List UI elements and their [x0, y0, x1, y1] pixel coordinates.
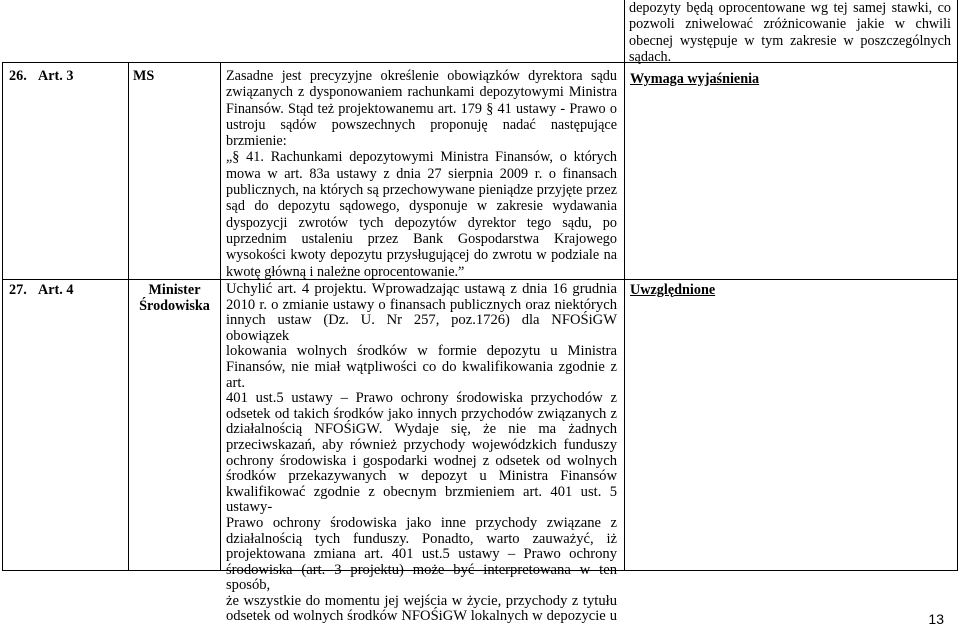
text-line: mowa w art. 83a ustawy z dnia 27 sierpnia 2009 r. o finansach — [226, 165, 617, 182]
text-line: dyspozycji zwrotów tych depozytów dyrektor tego sądu, po — [226, 214, 617, 231]
text-line: Zasadne jest precyzyjne określenie obowiązków dyrektora sądu — [226, 68, 617, 84]
text-line: publicznych, na których są przechowywane pieniądze przyjęte przez — [226, 182, 617, 199]
text-line: odsetek od takich środków jako innych przychodów związanych z — [226, 405, 617, 422]
text-line: że wszystkie do momentu jej wejścia w życie, przychody z tytułu — [226, 592, 617, 609]
row-26-author: MS — [133, 68, 155, 84]
text-line: projektowana zmiana art. 401 ust.5 ustawy – Prawo ochrony — [226, 546, 617, 563]
text-line: Uchylić art. 4 projektu. Wprowadzając ustawą z dnia 16 grudnia — [226, 281, 617, 297]
text-line: innych ustaw (Dz. U. Nr 257, poz.1726) dla NFOŚiGW obowiązek — [226, 312, 617, 344]
text-line: działalnością tych funduszy. Ponadto, warto zauważyć, iż — [226, 530, 617, 547]
text-line: kwotę główną i należne oprocentowanie.” — [226, 263, 465, 280]
text-line: sąd do depozytu sądowego, dysponuje w zakresie wydawania — [226, 198, 617, 215]
row-26-comment — [226, 68, 617, 280]
text-line: 401 ust.5 ustawy – Prawo ochrony środowiska przychodów z — [226, 390, 617, 407]
table-border-right — [957, 0, 958, 571]
text-line: odsetek od wolnych środków NFOŚiGW lokalnych w depozycie u — [226, 608, 617, 625]
text-line: ustroju sądów powszechnych proponuję nadać następujące — [226, 116, 617, 133]
text-line: uprzednim ustaleniu przez Bank Gospodarstwa Krajowego — [226, 230, 617, 247]
table-border-left — [2, 62, 3, 571]
row-26-response: Wymaga wyjaśnienia — [630, 71, 760, 87]
text-line: Finansów, nie miał wątpliwości co do kwalifikowania zgodnie z art. — [226, 358, 617, 391]
text-line: wysokości kwoty depozytu przysługującej do zwrotu w podziale na — [226, 247, 617, 264]
continued-response-cell — [629, 0, 951, 65]
text-line: depozyty będą oprocentowane wg tej samej stawki, co — [629, 0, 951, 16]
row-27-number: 27. — [9, 282, 27, 298]
text-line: związanych z dysponowaniem rachunkami depozytowymi Ministra — [226, 84, 617, 101]
text-line: środków przekazywanych w depozyt u Ministra Finansów — [226, 468, 617, 485]
text-line: Finansów. Stąd też projektowanemu art. 179 § 41 ustawy - Prawo o — [226, 100, 617, 117]
text-line: kwalifikować zgodnie z obecnym brzmieniem art. 401 ust. 5 ustawy- — [226, 483, 617, 516]
row-27-comment — [226, 282, 617, 625]
column-divider-1 — [128, 62, 129, 571]
text-line: działalnością NFOŚiGW. Wydaje się, że nie ma żadnych — [226, 421, 617, 438]
text-line: ochrony środowiska i gospodarki wodnej z odsetek od wolnych — [226, 452, 617, 469]
text-line: obecnej występuje w tym zakresie w poszczególnych — [629, 32, 951, 49]
text-line: sądach. — [629, 48, 672, 65]
text-line: lokowania wolnych środków w formie depozytu u Ministra — [226, 343, 617, 360]
text-line: 2010 r. o zmianie ustawy o finansach publicznych oraz niektórych — [226, 296, 617, 313]
row-26-number: 26. — [9, 68, 27, 84]
column-divider-2 — [220, 62, 221, 571]
column-divider-3 — [624, 0, 625, 571]
text-line: „§ 41. Rachunkami depozytowymi Ministra Finansów, o których — [226, 149, 617, 166]
row-27-response: Uwzględnione — [630, 282, 716, 298]
row-27-article: Art. 4 — [38, 282, 74, 298]
text-line: Prawo ochrony środowiska jako inne przychody związane z — [226, 514, 617, 531]
text-line: środowiska (art. 3 projektu) może być interpretowana w ten sposób, — [226, 561, 617, 594]
text-line: brzmienie: — [226, 133, 287, 150]
row-27-author: Minister Środowiska — [139, 282, 210, 315]
text-line: przeciwskazań, aby również przychody wojewódzkich funduszy — [226, 436, 617, 453]
page-number: 13 — [928, 611, 944, 627]
text-line: pozwoli zniwelować zróżnicowanie jakie w chwili — [629, 16, 951, 33]
row-26-article: Art. 3 — [38, 68, 74, 84]
